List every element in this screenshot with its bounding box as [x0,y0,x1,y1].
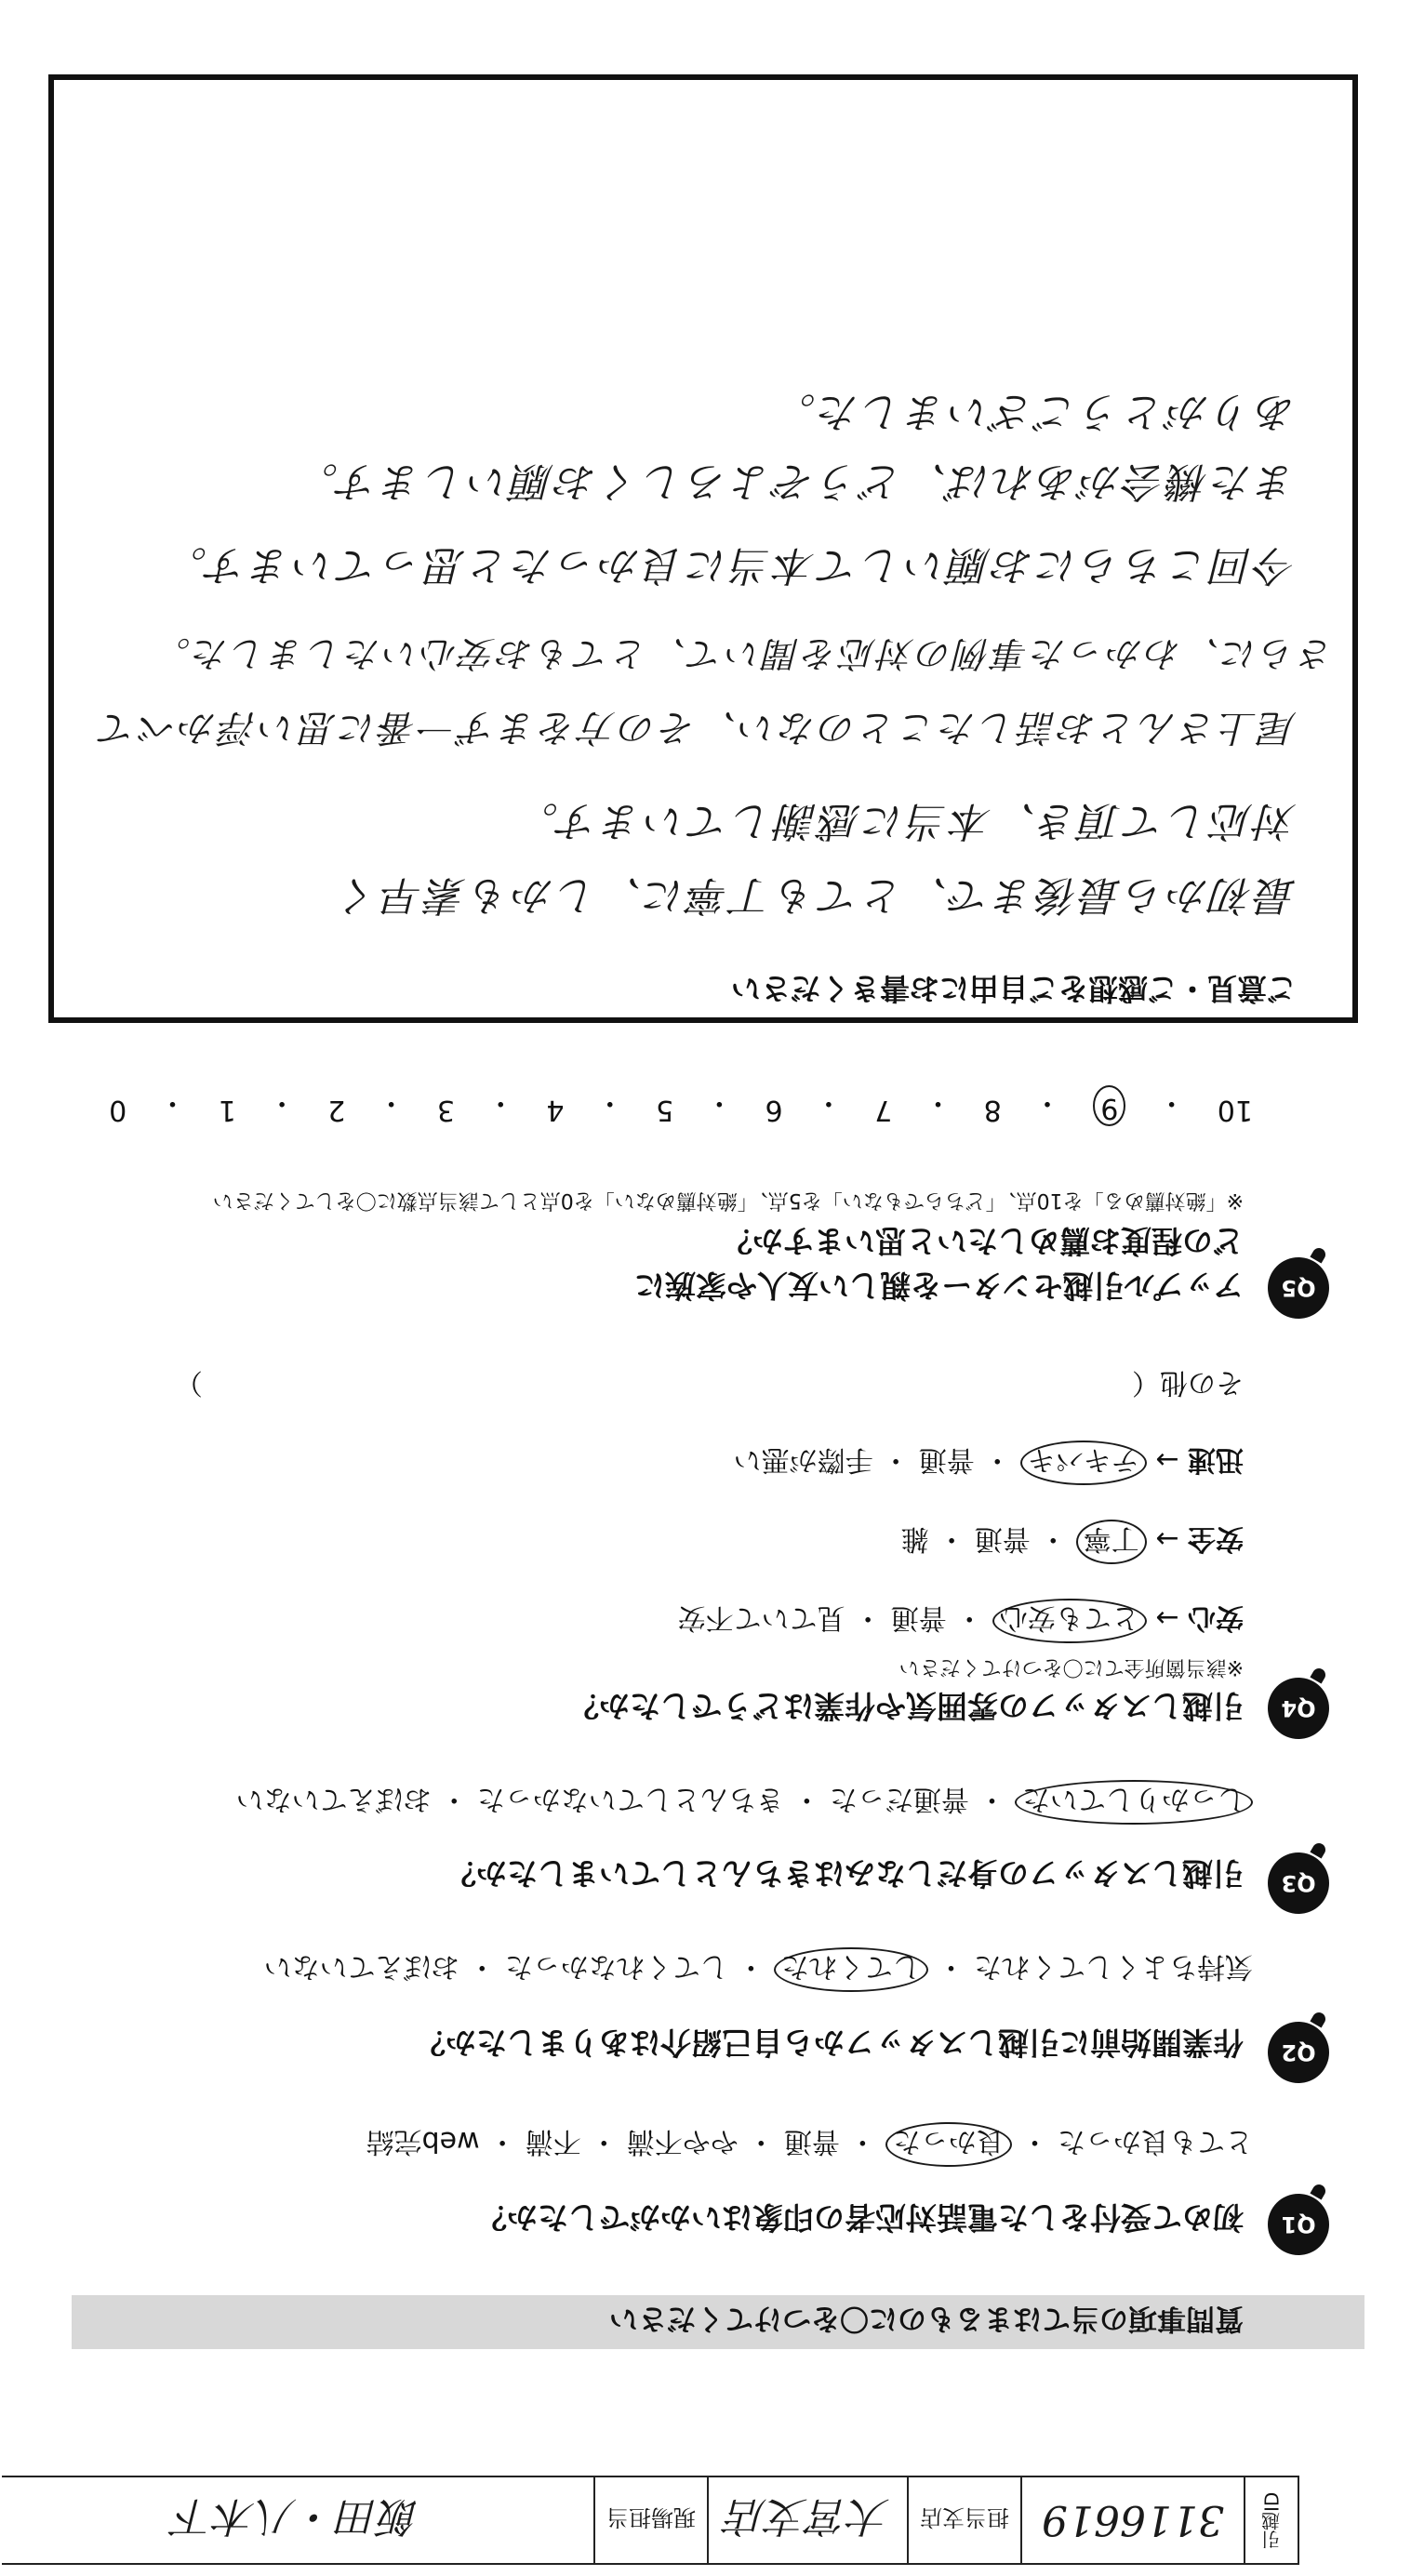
q4-jinsoku-option-2[interactable]: 普通 [918,1443,975,1476]
q1-badge: Q1 [1268,2194,1329,2255]
q1-option-3[interactable]: 普通 [783,2125,840,2158]
q5-text-line1: アップル引越センターを親しい友人や家族に [633,1268,1244,1304]
comment-title: ご意見・ご感想をご自由にお書きください [730,971,1297,1006]
q2-option-4[interactable]: おぼえていない [263,1950,459,1983]
q3-option-1-selected[interactable]: しっかりしていた [1015,1780,1253,1825]
manager-label-cell [593,2477,707,2563]
q4-other-close: ） [174,1366,203,1399]
comment-line-6: また機会があれば、どうぞよろしくお願いします。 [294,458,1297,505]
comment-line-4: さらに、わかった事例の対応を聞いて、とてもお安心いたしました。 [152,633,1334,674]
comment-line-2: 対応して頂き、本当に感謝しています。 [514,797,1297,844]
rating-3[interactable]: 3 [436,1094,455,1126]
q1-option-4[interactable]: やや不満 [626,2125,739,2158]
q2-option-3[interactable]: してくれなかった [504,1950,728,1983]
q4-anshin-option-3[interactable]: 見ていて不安 [677,1601,845,1634]
comment-line-7: ありがとうございました。 [772,388,1297,435]
rating-8[interactable]: 8 [983,1094,1002,1126]
q1-text: 初めて受付をした電話対応者の印象はいかがでしたか？ [476,2199,1244,2236]
manager-value: 飯田・八木下 [174,2492,419,2540]
comment-line-1: 最初から最後まで、とても丁寧に、しかも素早く [335,871,1297,919]
q4-jinsoku-option-1-selected[interactable]: テキパキ [1020,1441,1147,1485]
q4-anzen-row: 安全 → 丁寧 ・ 普通 ・ 雑 [901,1520,1244,1564]
rating-5[interactable]: 5 [656,1094,674,1126]
id-label-cell [1244,2477,1298,2563]
q4-jinsoku-row: 迅速 → テキパキ ・ 普通 ・ 手際が悪い [734,1441,1244,1485]
manager-value-cell [0,2477,593,2563]
q1-options: とても良かった ・ 良かった ・ 普通 ・ やや不満 ・ 不満 ・ web完結 [366,2122,1253,2167]
rating-6[interactable]: 6 [765,1094,783,1126]
q4-note: ※該当箇所全てに〇をつけてください [899,1655,1244,1679]
rating-2[interactable]: 2 [327,1094,346,1126]
q5-text-line2: どの程度お薦めしたいと思いますか？ [722,1223,1244,1259]
q4-anshin-option-1-selected[interactable]: とても安心 [992,1599,1147,1643]
id-value-cell [1020,2477,1244,2563]
comment-box[interactable] [48,74,1358,1023]
q4-anshin-label: 安心 [1188,1601,1244,1634]
q2-option-1[interactable]: 気持ちよくしてくれた [974,1950,1253,1983]
q5-rating-scale: 10 ・ 9 ・ 8 ・ 7 ・ 6 ・ 5 ・ 4 ・ 3 ・ 2 ・ 1 ・ 0 [109,1086,1253,1126]
q3-options: しっかりしていた ・ 普通だった ・ きちんとしていなかった ・ おぼえていない [236,1780,1253,1825]
rating-4[interactable]: 4 [546,1094,565,1126]
instruction-banner: 質問事項の当てはまるものに〇をつけてください [72,2295,1364,2349]
branch-value-cell [707,2477,907,2563]
q4-anshin-option-2[interactable]: 普通 [890,1601,947,1634]
comment-line-3: 尾上さんとお話したことのない、その方をまず一番に思い浮かべて [97,706,1297,749]
q4-anzen-option-3[interactable]: 雑 [900,1522,929,1555]
q4-other-row [127,1365,1244,1406]
q4-anzen-option-2[interactable]: 普通 [974,1522,1031,1555]
q4-jinsoku-label: 迅速 [1188,1443,1244,1476]
q4-other-label: その他（ [1132,1366,1244,1399]
q5-badge: Q5 [1268,1257,1329,1319]
rating-0[interactable]: 0 [109,1094,127,1126]
q3-badge: Q3 [1268,1852,1329,1914]
rating-10[interactable]: 10 [1217,1094,1253,1126]
q3-text: 引越しスタッフの身だしなみはきちんとしていましたか？ [446,1855,1244,1892]
q4-anzen-option-1-selected[interactable]: 丁寧 [1076,1520,1147,1564]
q3-option-3[interactable]: きちんとしていなかった [476,1783,784,1815]
header-table [2,2476,1299,2565]
branch-value: 大宮支店 [725,2492,890,2540]
q1-option-2-selected[interactable]: 良かった [885,2122,1012,2167]
id-label: 引越ID [1260,2491,1284,2549]
q2-option-2-selected[interactable]: してくれた [774,1947,928,1992]
q2-badge: Q2 [1268,2022,1329,2083]
q2-text: 作業開始前に引越しスタッフから自己紹介はありましたか？ [415,2025,1244,2061]
rating-9-selected[interactable]: 9 [1093,1085,1125,1126]
q4-badge: Q4 [1268,1678,1329,1739]
q1-option-5[interactable]: 不満 [525,2125,581,2158]
q4-jinsoku-option-3[interactable]: 手際が悪い [733,1443,873,1476]
q4-text: 引越しスタッフの雰囲気や作業はどうでしたか？ [568,1688,1244,1724]
q4-anshin-row: 安心 → とても安心 ・ 普通 ・ 見ていて不安 [678,1599,1244,1643]
q1-option-1[interactable]: とても良かった [1058,2125,1253,2158]
q1-option-6[interactable]: web完結 [366,2125,480,2158]
branch-label: 担当支店 [920,2504,1009,2531]
comment-line-5: 今回こちらにお願いして本当に良かったと思っています。 [163,541,1297,589]
branch-label-cell [907,2477,1020,2563]
id-value: 3116619 [1042,2496,1224,2544]
q5-note: ※「絶対薦める」を10点、「どちらでもない」を5点、「絶対薦めない」を0点として該当点数に〇をしてください [212,1188,1244,1212]
rating-7[interactable]: 7 [874,1094,893,1126]
q3-option-4[interactable]: おぼえていない [235,1783,432,1815]
manager-label: 現場担当 [606,2504,696,2531]
q3-option-2[interactable]: 普通だった [829,1783,969,1815]
q4-anzen-label: 安全 [1188,1522,1244,1555]
rating-1[interactable]: 1 [218,1094,236,1126]
q2-options: 気持ちよくしてくれた ・ してくれた ・ してくれなかった ・ おぼえていない [264,1947,1253,1992]
